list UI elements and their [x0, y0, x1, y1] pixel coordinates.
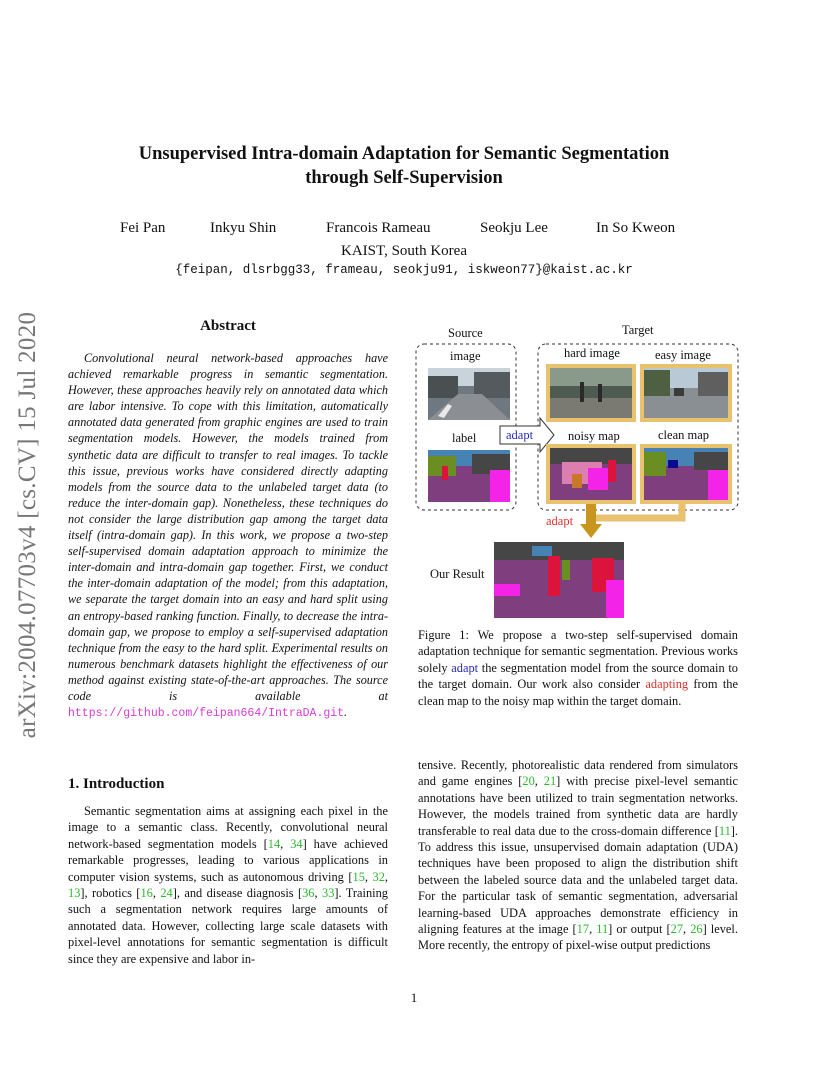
citation-link[interactable]: 14: [267, 836, 281, 851]
svg-text:adapt: adapt: [506, 428, 534, 442]
citation-link[interactable]: 26: [690, 922, 703, 937]
author-2: Inkyu Shin: [210, 220, 277, 236]
citation-link[interactable]: 15: [352, 869, 365, 884]
citation-link[interactable]: 32: [372, 869, 385, 884]
title-line-2: through Self-Supervision: [305, 168, 503, 188]
noisy-map: [546, 444, 636, 504]
author-emails: {feipan, dlsrbgg33, frameau, seokju91, iskweon77}@kaist.ac.kr: [175, 263, 633, 277]
clean-map: [640, 444, 732, 504]
citation-link[interactable]: 27: [670, 922, 684, 937]
intro-heading: 1. Introduction: [68, 776, 165, 792]
label-label: label: [452, 431, 477, 445]
citation-link[interactable]: 33: [322, 886, 335, 901]
adapt-arrow-gold: [546, 504, 682, 538]
target-label: Target: [622, 323, 654, 337]
noisy-map-label: noisy map: [568, 429, 620, 443]
authors: [108, 220, 708, 242]
source-label-map: [428, 450, 510, 502]
citation-link[interactable]: 24: [160, 886, 173, 901]
author-1: Fei Pan: [120, 220, 166, 236]
affiliation: KAIST, South Korea: [341, 243, 467, 259]
clean-map-label: clean map: [658, 428, 710, 442]
citation-link[interactable]: 13: [68, 886, 81, 901]
adapt-arrow-blue: [500, 418, 554, 452]
author-4: Seokju Lee: [480, 220, 548, 236]
hard-image: [546, 364, 636, 422]
abstract-heading: Abstract: [200, 318, 256, 334]
paper-title: [80, 142, 728, 190]
citation-link[interactable]: 16: [140, 886, 153, 901]
citation-link[interactable]: 17: [576, 922, 590, 937]
image-label: image: [450, 349, 481, 363]
author-3: Francois Rameau: [326, 220, 431, 236]
arxiv-stamp: arXiv:2004.07703v4 [cs.CV] 15 Jul 2020: [14, 311, 41, 739]
citation-link[interactable]: 36: [302, 886, 315, 901]
code-link[interactable]: https://github.com/feipan664/IntraDA.git: [68, 707, 345, 721]
intro-paragraph: Semantic segmentation aims at assigning each pixel in the image to a semantic class. Recently, convolutional neural network-based segmentation models [14, 34] have achieved remarkable progresses, leading to various applications in computer vision systems, such as autonomous driving [15, 32, 13], robotics [16, 24], and disease diagnosis [36, 33]. Training such a segmentation network requires large amounts of annotated data. However, collecting large scale datasets with pixel-level annotations for semantic segmentation is difficult since they are expensive and labor in-: [68, 804, 389, 966]
source-label: Source: [448, 326, 483, 340]
our-result-label: Our Result: [430, 567, 485, 581]
title-line-1: Unsupervised Intra-domain Adaptation for Semantic Segmentation: [138, 144, 670, 164]
our-result-image: [494, 542, 624, 618]
citation-link[interactable]: 11: [596, 922, 609, 937]
citation-link[interactable]: 20: [522, 774, 535, 789]
citation-link[interactable]: 11: [718, 823, 731, 838]
easy-image: [640, 364, 732, 422]
figure-1: [412, 320, 742, 620]
page-number: 1: [410, 990, 418, 1005]
easy-image-label: easy image: [655, 348, 711, 362]
source-image: [428, 368, 510, 420]
intro-continued-paragraph: tensive. Recently, photorealistic data rendered from simulators and game engines [20, 21] with precise pixel-level semantic annotations have been utilized to train segmentation networks. However, the models trained from synthetic data are hardly transferable to real data due to the cross-domain difference [11]. To address this issue, unsupervised domain adaptation (UDA) techniques have been proposed to align the distribution shift between the labeled source data and the unlabeled target data. For the particular task of semantic segmentation, adversarial learning-based UDA approaches demonstrate efficiency in aligning features at the image [17, 11] or output [27, 26] level. More recently, the entropy of pixel-wise output predictions: [418, 758, 739, 953]
hard-image-label: hard image: [564, 346, 620, 360]
svg-text:adapt: adapt: [546, 514, 574, 528]
citation-link[interactable]: 21: [543, 774, 557, 789]
figure-caption: Figure 1: We propose a two-step self-supervised domain adaptation technique for semantic segmentation. Previous works solely adapt the segmentation model from the source domain to the target domain. Our work also consider adapting from the clean map to the noisy map within the target domain.: [418, 628, 738, 708]
author-5: In So Kweon: [596, 220, 676, 236]
abstract-text: Convolutional neural network-based approaches have achieved remarkable progress in semantic segmentation. However, these approaches heavily rely on annotated data which are labor intensive. To cope with this limitation, automatically annotated data generated from graphic engines are used to train segmentation models. However, the models trained from synthetic data are difficult to transfer to real images. To tackle this issue, previous works have considered directly adapting models from the source data to the unlabeled target data (to reduce the inter-domain gap). Nonetheless, these techniques do not consider the large distribution gap among the target data itself (intra-domain gap). In this work, we propose a two-step self-supervised domain adaptation approach to minimize the inter-domain and intra-domain gap together. First, we conduct the inter-domain adaptation of the model; from this adaptation, we separate the target domain into an easy and hard split using an entropy-based ranking function. Finally, to decrease the intra-domain gap, we propose to employ a self-supervised adaptation technique from the easy to the hard split. Experimental results on numerous benchmark datasets highlight the effectiveness of our method against existing state-of-the-art approaches. The source code is available at https://github.com/feipan664/IntraDA.git.: [68, 351, 388, 721]
citation-link[interactable]: 34: [290, 836, 303, 851]
